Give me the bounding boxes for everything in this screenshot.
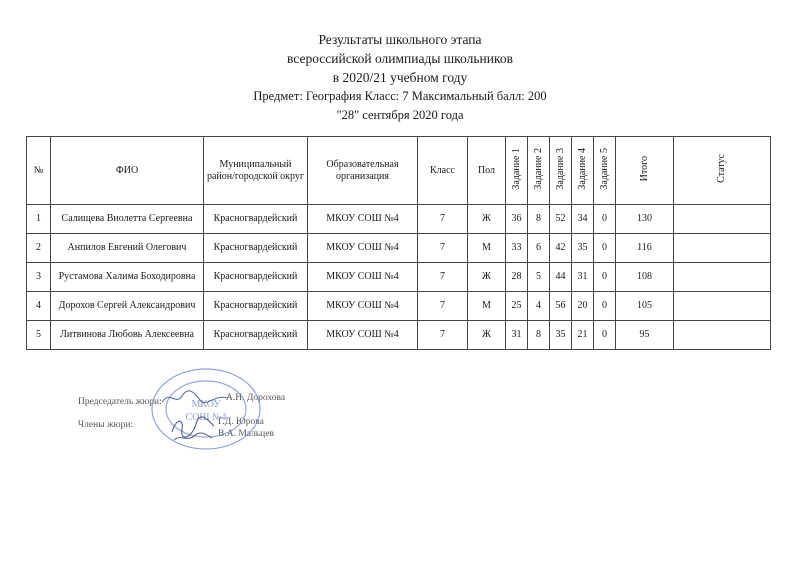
cell-org: МКОУ СОШ №4 bbox=[308, 292, 418, 321]
table-row bbox=[27, 321, 771, 350]
col-header-total-label: Итого bbox=[638, 155, 650, 182]
cell-task-3: 44 bbox=[550, 263, 572, 292]
col-header-task-1 bbox=[506, 137, 528, 205]
member-2-name: В.А. Мальцев bbox=[218, 429, 274, 439]
cell-status bbox=[674, 205, 771, 234]
cell-fio: Дорохов Сергей Александрович bbox=[51, 292, 204, 321]
subject-line: Предмет: География Класс: 7 Максимальный балл: 200 bbox=[253, 89, 547, 103]
cell-num: 2 bbox=[27, 234, 51, 263]
cell-task-5: 0 bbox=[594, 205, 616, 234]
cell-org: МКОУ СОШ №4 bbox=[308, 205, 418, 234]
cell-fio: Литвинова Любовь Алексеевна bbox=[51, 321, 204, 350]
cell-task-3: 56 bbox=[550, 292, 572, 321]
cell-task-1: 31 bbox=[506, 321, 528, 350]
cell-task-4: 21 bbox=[572, 321, 594, 350]
table-header-row bbox=[27, 137, 771, 205]
cell-num: 5 bbox=[27, 321, 51, 350]
title-line-2: всероссийской олимпиады школьников bbox=[287, 51, 513, 66]
cell-task-2: 6 bbox=[528, 234, 550, 263]
chair-name: А.Н. Дорохова bbox=[226, 393, 286, 403]
date-line: "28" сентября 2020 года bbox=[336, 108, 464, 122]
title-line-1: Результаты школьного этапа bbox=[318, 32, 482, 47]
cell-grade: 7 bbox=[418, 205, 468, 234]
cell-task-2: 5 bbox=[528, 263, 550, 292]
cell-task-5: 0 bbox=[594, 292, 616, 321]
cell-task-1: 36 bbox=[506, 205, 528, 234]
cell-status bbox=[674, 292, 771, 321]
member-signature-icon bbox=[168, 412, 218, 444]
col-header-task-3-label: Задание 3 bbox=[554, 147, 566, 190]
cell-total: 130 bbox=[616, 205, 674, 234]
cell-org: МКОУ СОШ №4 bbox=[308, 263, 418, 292]
cell-num: 1 bbox=[27, 205, 51, 234]
col-header-task-4-label: Задание 4 bbox=[576, 147, 588, 190]
cell-status bbox=[674, 234, 771, 263]
cell-district: Красногвардейский bbox=[204, 205, 308, 234]
cell-task-3: 42 bbox=[550, 234, 572, 263]
col-header-task-1-label: Задание 1 bbox=[510, 147, 522, 190]
col-header-district: Муниципальный район/городской округ bbox=[204, 137, 308, 205]
table-row bbox=[27, 205, 771, 234]
table-row bbox=[27, 234, 771, 263]
cell-total: 108 bbox=[616, 263, 674, 292]
document-header bbox=[0, 30, 800, 125]
cell-sex: Ж bbox=[468, 321, 506, 350]
table-row bbox=[27, 292, 771, 321]
cell-fio: Рустамова Халима Боходировна bbox=[51, 263, 204, 292]
cell-task-2: 8 bbox=[528, 321, 550, 350]
cell-grade: 7 bbox=[418, 321, 468, 350]
chair-label: Председатель жюри: bbox=[78, 397, 162, 407]
cell-fio: Анпилов Евгений Олегович bbox=[51, 234, 204, 263]
cell-task-2: 8 bbox=[528, 205, 550, 234]
cell-total: 105 bbox=[616, 292, 674, 321]
chair-signature-icon bbox=[160, 388, 230, 408]
cell-num: 3 bbox=[27, 263, 51, 292]
col-header-num: № bbox=[27, 137, 51, 205]
col-header-total bbox=[616, 137, 674, 205]
cell-task-4: 20 bbox=[572, 292, 594, 321]
cell-task-4: 35 bbox=[572, 234, 594, 263]
svg-text:СОШ №4: СОШ №4 bbox=[185, 412, 227, 423]
col-header-task-4 bbox=[572, 137, 594, 205]
cell-task-1: 25 bbox=[506, 292, 528, 321]
cell-fio: Салищева Виолетта Сергеевна bbox=[51, 205, 204, 234]
col-header-status bbox=[674, 137, 771, 205]
cell-org: МКОУ СОШ №4 bbox=[308, 321, 418, 350]
cell-total: 116 bbox=[616, 234, 674, 263]
cell-task-1: 28 bbox=[506, 263, 528, 292]
cell-district: Красногвардейский bbox=[204, 321, 308, 350]
cell-task-3: 35 bbox=[550, 321, 572, 350]
cell-task-3: 52 bbox=[550, 205, 572, 234]
cell-status bbox=[674, 321, 771, 350]
table-row bbox=[27, 263, 771, 292]
cell-status bbox=[674, 263, 771, 292]
svg-text:МКОУ: МКОУ bbox=[191, 399, 221, 410]
col-header-fio: ФИО bbox=[51, 137, 204, 205]
cell-sex: М bbox=[468, 234, 506, 263]
cell-sex: Ж bbox=[468, 263, 506, 292]
col-header-grade: Класс bbox=[418, 137, 468, 205]
cell-num: 4 bbox=[27, 292, 51, 321]
cell-task-5: 0 bbox=[594, 321, 616, 350]
col-header-task-2-label: Задание 2 bbox=[532, 147, 544, 190]
title-line-3: в 2020/21 учебном году bbox=[332, 70, 468, 85]
col-header-sex: Пол bbox=[468, 137, 506, 205]
results-table bbox=[26, 136, 771, 350]
col-header-status-label: Статус bbox=[716, 154, 727, 183]
cell-grade: 7 bbox=[418, 292, 468, 321]
col-header-task-3 bbox=[550, 137, 572, 205]
cell-grade: 7 bbox=[418, 263, 468, 292]
members-label: Члены жюри: bbox=[78, 420, 134, 430]
cell-total: 95 bbox=[616, 321, 674, 350]
cell-org: МКОУ СОШ №4 bbox=[308, 234, 418, 263]
col-header-task-2 bbox=[528, 137, 550, 205]
cell-district: Красногвардейский bbox=[204, 234, 308, 263]
col-header-org: Образовательная организация bbox=[308, 137, 418, 205]
col-header-task-5-label: Задание 5 bbox=[598, 147, 610, 190]
cell-task-4: 34 bbox=[572, 205, 594, 234]
cell-task-4: 31 bbox=[572, 263, 594, 292]
cell-sex: М bbox=[468, 292, 506, 321]
cell-task-5: 0 bbox=[594, 234, 616, 263]
cell-sex: Ж bbox=[468, 205, 506, 234]
cell-task-2: 4 bbox=[528, 292, 550, 321]
cell-district: Красногвардейский bbox=[204, 263, 308, 292]
cell-task-5: 0 bbox=[594, 263, 616, 292]
member-1-name: Г.Д. Юрова bbox=[218, 417, 264, 427]
cell-task-1: 33 bbox=[506, 234, 528, 263]
cell-district: Красногвардейский bbox=[204, 292, 308, 321]
col-header-task-5 bbox=[594, 137, 616, 205]
cell-grade: 7 bbox=[418, 234, 468, 263]
